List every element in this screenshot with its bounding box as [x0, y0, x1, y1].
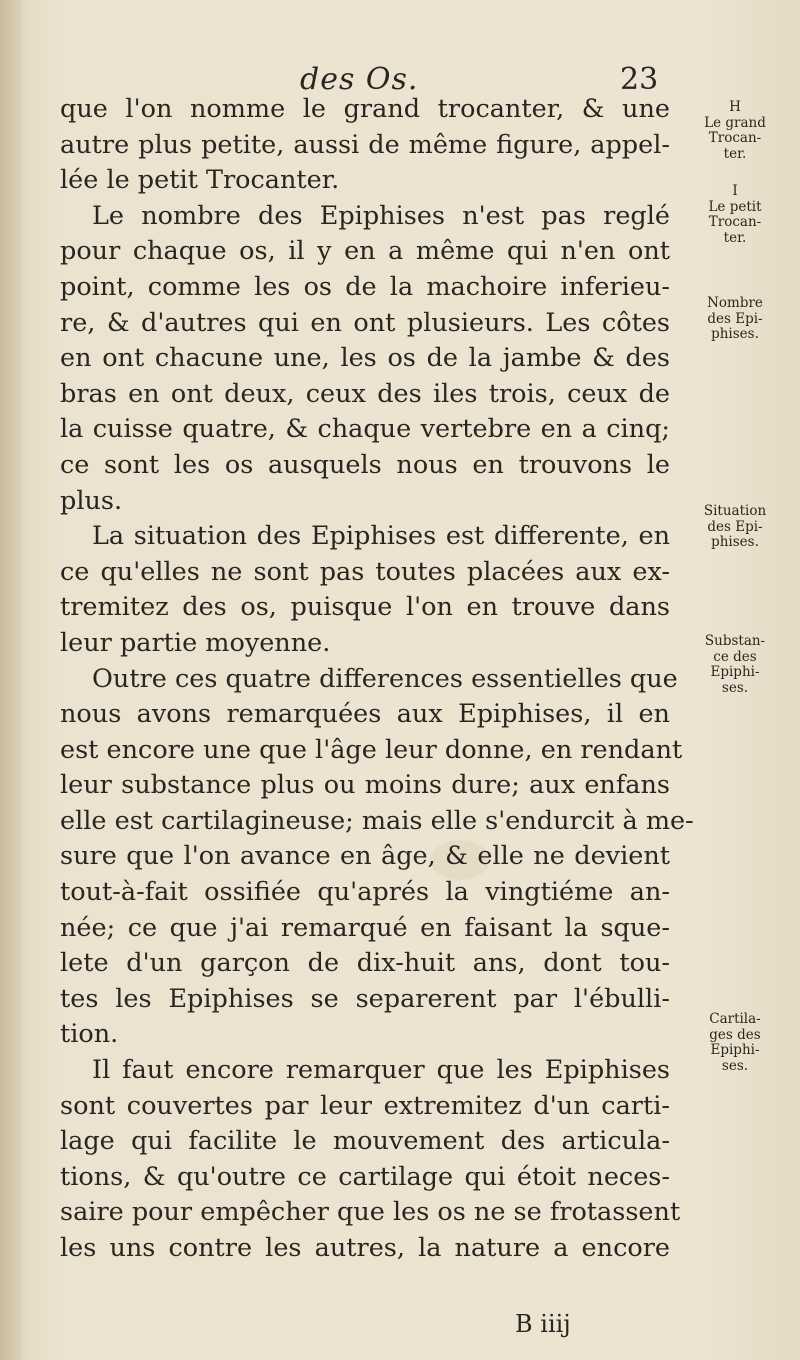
margin-note-line: phises.	[711, 326, 759, 342]
text-line: lage qui facilite le mouvement des articula-	[60, 1126, 670, 1157]
margin-note-line: ce des	[713, 648, 757, 665]
margin-note-line: des Epi-	[707, 518, 763, 535]
margin-note-line: Substan-	[704, 633, 766, 649]
text-line: en ont chacune une, les os de la jambe & des	[60, 343, 670, 374]
text-line: saire pour empêcher que les os ne se frotassent	[60, 1197, 681, 1228]
text-line: que l'on nomme le grand trocanter, & une	[60, 94, 670, 124]
margin-note-nombre-epiphises	[676, 296, 794, 343]
text-line: Il faut encore remarquer que les Epiphises	[92, 1055, 670, 1086]
text-line: lete d'un garçon de dix-huit ans, dont tou-	[60, 948, 670, 979]
text-line: leur partie moyenne.	[60, 627, 331, 658]
text-line: tes les Epiphises se separerent par l'ébulli-	[60, 983, 670, 1014]
page-gutter	[0, 0, 22, 1360]
margin-note-line: Situation	[703, 503, 767, 519]
text-line: re, & d'autres qui en ont plusieurs. Les côtes	[60, 307, 670, 338]
signature-mark: B iiij	[515, 1310, 571, 1338]
margin-note-grand-trocanter	[676, 100, 794, 162]
text-line: les uns contre les autres, la nature a encore	[60, 1233, 670, 1263]
text-line: lée le petit Trocanter.	[60, 165, 340, 196]
margin-note-cartilages-epiphises	[676, 1012, 794, 1074]
margin-note-line: I	[732, 183, 738, 199]
text-line: tremitez des os, puisque l'on en trouve dans	[60, 592, 670, 623]
text-line: est encore une que l'âge leur donne, en rendant	[60, 734, 683, 765]
text-line: leur substance plus ou moins dure; aux enfans	[60, 770, 670, 801]
margin-note-line: Le grand	[704, 114, 766, 131]
text-line: ce sont les os ausquels nous en trouvons le	[60, 449, 670, 480]
page-number: 23	[620, 62, 659, 97]
text-line: Le nombre des Epiphises n'est pas reglé	[92, 200, 670, 231]
text-line: elle est cartilagineuse; mais elle s'endurcit à me-	[60, 805, 694, 836]
text-line: pour chaque os, il y en a même qui n'en ont	[60, 236, 670, 267]
text-line: plus.	[60, 485, 123, 516]
margin-note-line: ses.	[721, 1057, 749, 1074]
text-line: La situation des Epiphises est differente, en	[92, 521, 670, 552]
margin-note-line: des Epi-	[707, 310, 763, 327]
margin-note-line: Le petit	[708, 198, 762, 215]
text-line: nous avons remarquées aux Epiphises, il en	[60, 699, 670, 730]
text-line: autre plus petite, aussi de même figure, appel-	[60, 129, 670, 160]
text-line: point, comme les os de la machoire inferieu-	[60, 271, 670, 302]
text-line: ce qu'elles ne sont pas toutes placées aux ex-	[60, 556, 670, 587]
text-line: tions, & qu'outre ce cartilage qui étoit neces-	[60, 1161, 670, 1192]
text-line: Outre ces quatre differences essentielles que	[92, 663, 678, 694]
margin-note-line: Nombre	[707, 295, 763, 311]
text-line: bras en ont deux, ceux des iles trois, ceux de	[60, 378, 670, 409]
text-line: née; ce que j'ai remarqué en faisant la sque-	[60, 912, 670, 943]
text-line: tion.	[60, 1019, 119, 1050]
text-line: la cuisse quatre, & chaque vertebre en a cinq;	[60, 414, 670, 445]
margin-note-line: Epiphi-	[710, 664, 760, 680]
margin-note-line: ges des	[709, 1026, 761, 1043]
margin-note-petit-trocanter	[676, 184, 794, 246]
margin-note-substance-epiphises	[676, 634, 794, 696]
text-line: sure que l'on avance en âge, & elle ne devient	[60, 841, 670, 872]
text-line: tout-à-fait ossifiée qu'aprés la vingtiéme an-	[60, 877, 670, 908]
text-line: sont couvertes par leur extremitez d'un carti-	[60, 1090, 670, 1121]
margin-note-line: Epiphi-	[710, 1042, 760, 1058]
margin-note-line: ter.	[723, 229, 747, 246]
margin-note-line: H	[729, 99, 741, 115]
margin-note-line: ses.	[721, 679, 749, 696]
margin-note-line: Cartila-	[709, 1011, 761, 1027]
margin-note-line: phises.	[711, 534, 759, 550]
running-title: des Os.	[300, 62, 419, 97]
body-text	[60, 92, 694, 1267]
margin-note-situation-epiphises	[676, 504, 794, 551]
margin-note-line: Trocan-	[708, 214, 762, 230]
margin-note-line: Trocan-	[708, 130, 762, 146]
margin-note-line: ter.	[723, 145, 747, 162]
